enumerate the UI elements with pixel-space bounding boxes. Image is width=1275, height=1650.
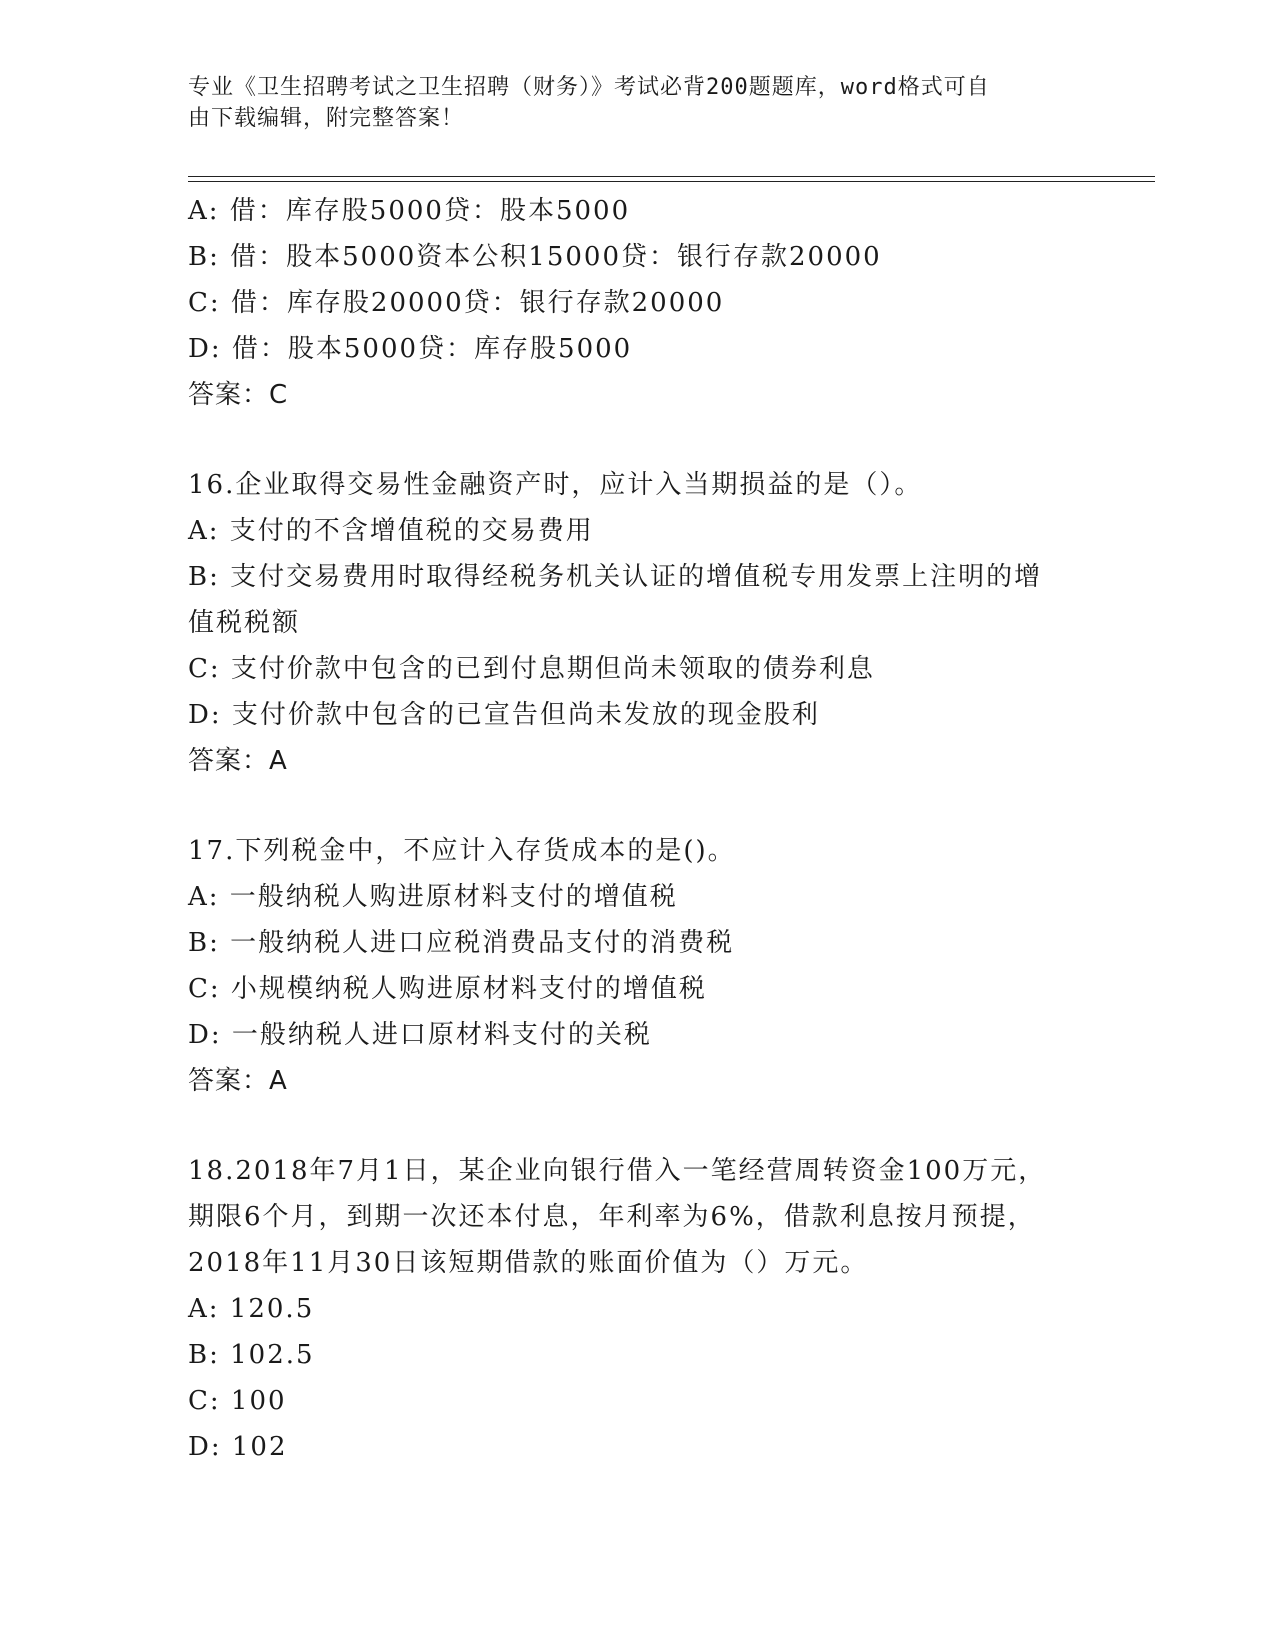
q15-option-c: C: 借：库存股20000贷：银行存款20000 — [188, 288, 725, 318]
q18-option-c: C: 100 — [188, 1386, 287, 1416]
q15-option-d: D: 借：股本5000贷：库存股5000 — [188, 334, 633, 364]
q18-question-line-3: 2018年11月30日该短期借款的账面价值为（）万元。 — [188, 1248, 869, 1278]
q16-option-b-line-2: 值税税额 — [188, 608, 301, 638]
q16-option-a: A: 支付的不含增值税的交易费用 — [188, 516, 594, 546]
q17-option-c: C: 小规模纳税人购进原材料支付的增值税 — [188, 974, 707, 1004]
q17-option-a: A: 一般纳税人购进原材料支付的增值税 — [188, 882, 678, 912]
q16-answer: 答案：A — [188, 746, 288, 776]
question-17-block — [188, 828, 1088, 1104]
q18-question-line-1: 18.2018年7月1日，某企业向银行借入一笔经营周转资金100万元， — [188, 1156, 1047, 1186]
spacer — [188, 1104, 1088, 1148]
q15-option-b: B: 借：股本5000资本公积15000贷：银行存款20000 — [188, 242, 882, 272]
q17-option-d: D: 一般纳税人进口原材料支付的关税 — [188, 1020, 652, 1050]
question-18-block — [188, 1148, 1088, 1470]
question-list — [188, 188, 1088, 1470]
spacer — [188, 784, 1088, 828]
q16-option-d: D: 支付价款中包含的已宣告但尚未发放的现金股利 — [188, 700, 820, 730]
document-header — [188, 72, 1068, 134]
q16-option-c: C: 支付价款中包含的已到付息期但尚未领取的债券利息 — [188, 654, 875, 684]
header-line-1: 专业《卫生招聘考试之卫生招聘（财务）》考试必背200题题库，word格式可自 — [188, 75, 990, 100]
question-16-block — [188, 462, 1088, 784]
header-divider-bottom — [188, 181, 1155, 182]
q18-option-b: B: 102.5 — [188, 1340, 315, 1370]
q16-question: 16.企业取得交易性金融资产时，应计入当期损益的是（）。 — [188, 470, 923, 500]
header-line-2: 由下载编辑，附完整答案！ — [188, 106, 465, 131]
spacer — [188, 418, 1088, 462]
q18-question-line-2: 期限6个月，到期一次还本付息，年利率为6%，借款利息按月预提， — [188, 1202, 1036, 1232]
q15-option-a: A: 借：库存股5000贷：股本5000 — [188, 196, 631, 226]
q17-option-b: B: 一般纳税人进口应税消费品支付的消费税 — [188, 928, 735, 958]
q18-option-d: D: 102 — [188, 1432, 288, 1462]
header-divider-top — [188, 176, 1155, 177]
q17-answer: 答案：A — [188, 1066, 288, 1096]
q16-option-b-line-1: B: 支付交易费用时取得经税务机关认证的增值税专用发票上注明的增 — [188, 562, 1043, 592]
question-15-block — [188, 188, 1088, 418]
q18-option-a: A: 120.5 — [188, 1294, 315, 1324]
q17-question: 17.下列税金中，不应计入存货成本的是()。 — [188, 836, 736, 866]
q15-answer: 答案：C — [188, 380, 289, 410]
